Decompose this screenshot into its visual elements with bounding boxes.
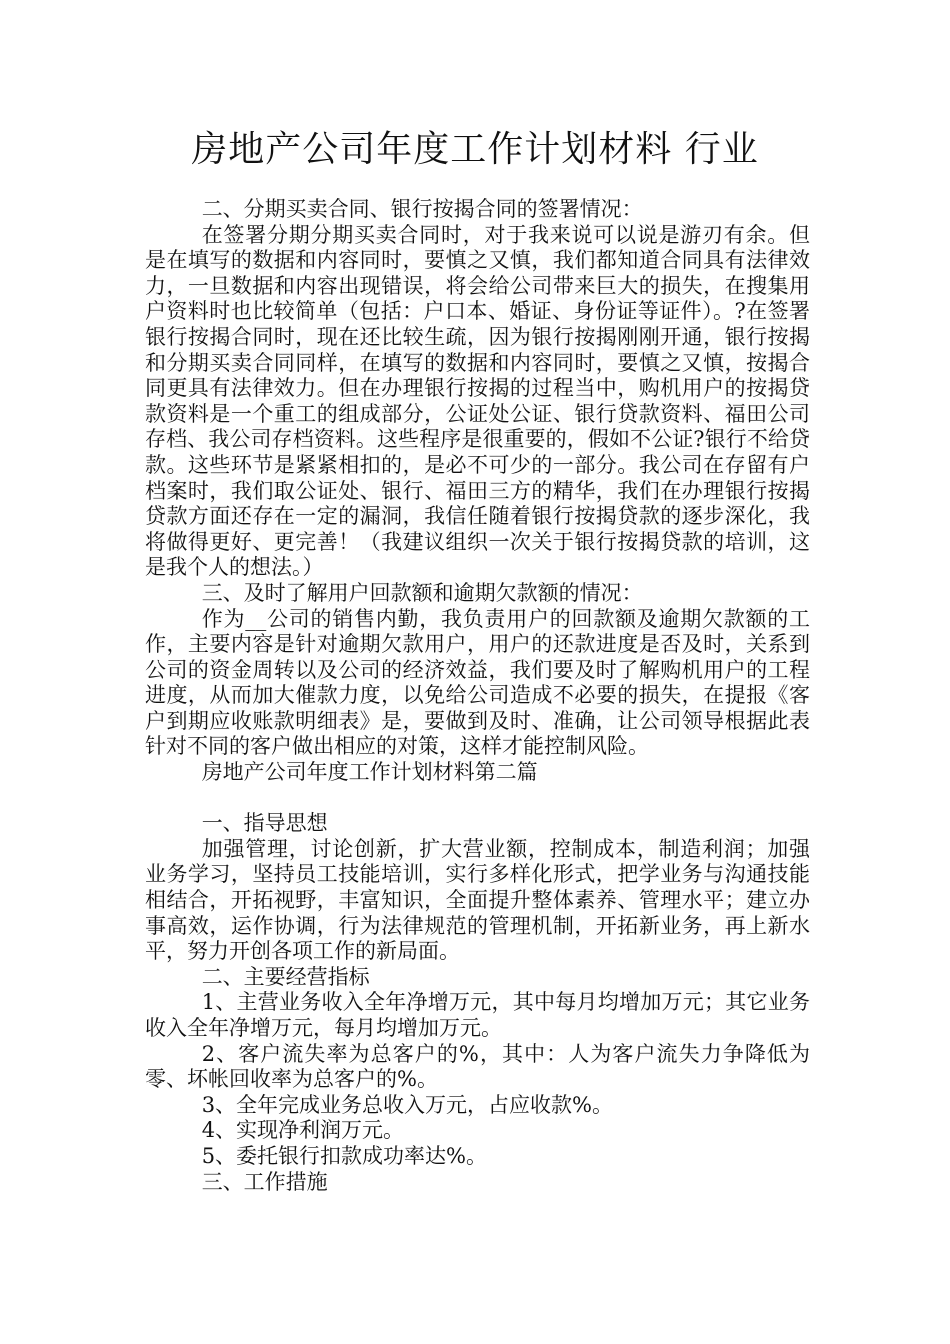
part-two-heading: 房地产公司年度工作计划材料第二篇 [201, 760, 538, 785]
indicator-item-4: 4、实现净利润万元。 [201, 1118, 405, 1143]
section-heading-guiding-ideas: 一、指导思想 [201, 811, 328, 836]
paragraph-payments: 作为__公司的销售内勤，我负责用户的回款额及逾期欠款额的工作，主要内容是针对逾期欠款用户，用户的还款进度是否及时，关系到公司的资金周转以及公司的经济效益，我们要及时了解购机用户的工程进度，从而加大催款力度，以免给公司造成不必要的损失，在提报《客户到期应收账款明细表》是，要做到及时、准确，让公司领导根据此表针对不同的客户做出相应的对策，这样才能控制风险。 [145, 606, 810, 759]
section-heading-contracts: 二、分期买卖合同、银行按揭合同的签署情况： [201, 197, 643, 221]
document-body [145, 197, 810, 1195]
blank-line [145, 786, 810, 812]
paragraph-guiding-ideas: 加强管理，讨论创新，扩大营业额，控制成本，制造利润；加强业务学习，坚持员工技能培训，实行多样化形式，把学业务与沟通技能相结合，开拓视野，丰富知识，全面提升整体素养、管理水平；建立办事高效，运作协调，行为法律规范的管理机制，开拓新业务，再上新水平，努力开创各项工作的新局面。 [145, 836, 810, 964]
indicator-item-3: 3、全年完成业务总收入万元，占应收款%。 [201, 1092, 614, 1117]
indicator-item-2: 2、客户流失率为总客户的%，其中：人为客户流失力争降低为零、坏帐回收率为总客户的%。 [145, 1041, 810, 1092]
section-heading-indicators: 二、主要经营指标 [201, 964, 370, 989]
section-heading-measures: 三、工作措施 [201, 1169, 328, 1194]
paragraph-contracts: 在签署分期分期买卖合同时，对于我来说可以说是游刃有余。但是在填写的数据和内容同时，要慎之又慎，我们都知道合同具有法律效力，一旦数据和内容出现错误，将会给公司带来巨大的损失，在搜集用户资料时也比较简单（包括：户口本、婚证、身份证等证件）。?在签署银行按揭合同时，现在还比较生疏，因为银行按揭刚刚开通，银行按揭和分期买卖合同同样，在填写的数据和内容同时，要慎之又慎，按揭合同更具有法律效力。但在办理银行按揭的过程当中，购机用户的按揭贷款资料是一个重工的组成部分，公证处公证、银行贷款资料、福田公司存档、我公司存档资料。这些程序是很重要的，假如不公证?银行不给贷款。这些环节是紧紧相扣的，是必不可少的一部分。我公司在存留有户档案时，我们取公证处、银行、福田三方的精华，我们在办理银行按揭贷款方面还存在一定的漏洞，我信任随着银行按揭贷款的逐步深化，我将做得更好、更完善！（我建议组织一次关于银行按揭贷款的培训，这是我个人的想法。） [145, 222, 810, 580]
document-title: 房地产公司年度工作计划材料 行业 [191, 129, 759, 170]
section-heading-payments: 三、及时了解用户回款额和逾期欠款额的情况： [201, 580, 643, 605]
indicator-item-5: 5、委托银行扣款成功率达%。 [201, 1143, 488, 1168]
indicator-item-1: 1、主营业务收入全年净增万元，其中每月均增加万元；其它业务收入全年净增万元，每月均增加万元。 [145, 990, 810, 1040]
